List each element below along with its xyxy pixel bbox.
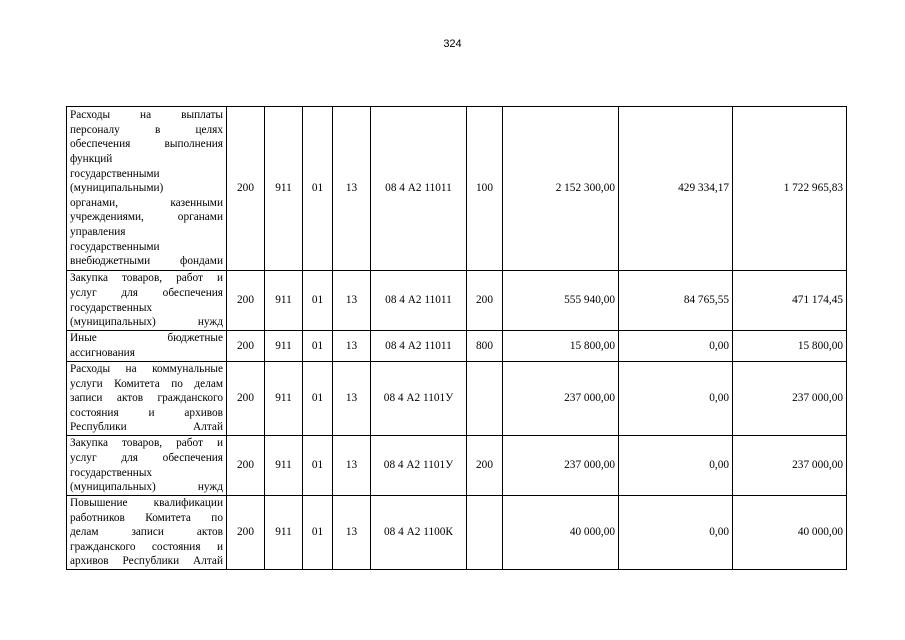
- cell-col3: 01: [303, 107, 333, 271]
- cell-col1: 200: [227, 436, 265, 496]
- cell-col3: 01: [303, 496, 333, 570]
- description-line: услуг для обеспечения: [70, 286, 223, 299]
- cell-col1: 200: [227, 496, 265, 570]
- cell-amount2: 0,00: [619, 362, 733, 436]
- description-line: государственными: [70, 167, 160, 180]
- cell-col4: 13: [333, 271, 371, 331]
- description-line: функций: [70, 153, 113, 166]
- description-line: Расходы на выплаты: [70, 109, 223, 122]
- description-line: состояния и архивов: [70, 406, 223, 419]
- cell-target: 08 4 А2 1100К: [371, 496, 467, 570]
- cell-target: 08 4 А2 11011: [371, 271, 467, 331]
- cell-expense-type: [467, 362, 503, 436]
- description-line: Закупка товаров, работ и: [70, 272, 223, 285]
- description-line: услуги Комитета по делам: [70, 377, 223, 390]
- cell-target: 08 4 А2 1101У: [371, 436, 467, 496]
- cell-amount2: 84 765,55: [619, 271, 733, 331]
- cell-amount1: 555 940,00: [503, 271, 619, 331]
- cell-col2: 911: [265, 331, 303, 362]
- description-line: государственными: [70, 240, 160, 253]
- table-row: [67, 107, 847, 271]
- description-line: государственных: [70, 466, 153, 479]
- description-line: Повышение квалификации: [70, 497, 223, 510]
- row-description: [67, 331, 227, 362]
- cell-expense-type: 200: [467, 271, 503, 331]
- description-line: (муниципальных) нужд: [70, 481, 223, 494]
- description-line: делам записи актов: [70, 526, 223, 539]
- row-description: [67, 107, 227, 271]
- page-number: 324: [443, 38, 462, 50]
- cell-expense-type: 200: [467, 436, 503, 496]
- description-line: внебюджетными фондами: [70, 255, 223, 268]
- description-line: (муниципальными): [70, 182, 164, 195]
- cell-col2: 911: [265, 271, 303, 331]
- cell-col3: 01: [303, 362, 333, 436]
- cell-amount1: 40 000,00: [503, 496, 619, 570]
- cell-amount1: 237 000,00: [503, 362, 619, 436]
- cell-target: 08 4 А2 1101У: [371, 362, 467, 436]
- cell-col4: 13: [333, 362, 371, 436]
- description-line: работников Комитета по: [70, 511, 223, 524]
- row-description: [67, 271, 227, 331]
- cell-amount3: 471 174,45: [733, 271, 847, 331]
- cell-amount1: 2 152 300,00: [503, 107, 619, 271]
- cell-col4: 13: [333, 496, 371, 570]
- cell-expense-type: 100: [467, 107, 503, 271]
- description-line: услуг для обеспечения: [70, 451, 223, 464]
- budget-table: [66, 106, 847, 570]
- cell-amount3: 40 000,00: [733, 496, 847, 570]
- description-line: персоналу в целях: [70, 123, 223, 136]
- cell-target: 08 4 А2 11011: [371, 331, 467, 362]
- description-line: Закупка товаров, работ и: [70, 437, 223, 450]
- description-line: обеспечения выполнения: [70, 138, 223, 151]
- cell-col2: 911: [265, 107, 303, 271]
- cell-col4: 13: [333, 436, 371, 496]
- description-line: (муниципальных) нужд: [70, 316, 223, 329]
- row-description: [67, 496, 227, 570]
- cell-col4: 13: [333, 331, 371, 362]
- table-row: [67, 362, 847, 436]
- table-row: [67, 436, 847, 496]
- cell-amount3: 1 722 965,83: [733, 107, 847, 271]
- row-description: [67, 362, 227, 436]
- description-line: государственных: [70, 301, 153, 314]
- row-description: [67, 436, 227, 496]
- cell-col2: 911: [265, 362, 303, 436]
- table-row: [67, 331, 847, 362]
- cell-col3: 01: [303, 331, 333, 362]
- cell-amount2: 0,00: [619, 331, 733, 362]
- table-row: [67, 496, 847, 570]
- cell-col1: 200: [227, 362, 265, 436]
- description-line: Иные бюджетные: [70, 332, 223, 345]
- cell-col2: 911: [265, 496, 303, 570]
- description-line: управления: [70, 225, 126, 238]
- cell-col1: 200: [227, 331, 265, 362]
- cell-amount2: 0,00: [619, 436, 733, 496]
- description-line: учреждениями, органами: [70, 211, 223, 224]
- cell-amount1: 15 800,00: [503, 331, 619, 362]
- table-row: [67, 271, 847, 331]
- cell-col1: 200: [227, 271, 265, 331]
- cell-amount3: 237 000,00: [733, 362, 847, 436]
- cell-amount2: 429 334,17: [619, 107, 733, 271]
- description-line: органами, казенными: [70, 196, 223, 209]
- cell-expense-type: [467, 496, 503, 570]
- cell-target: 08 4 А2 11011: [371, 107, 467, 271]
- cell-col3: 01: [303, 436, 333, 496]
- cell-expense-type: 800: [467, 331, 503, 362]
- description-line: записи актов гражданского: [70, 392, 223, 405]
- description-line: архивов Республики Алтай: [70, 555, 223, 568]
- cell-col3: 01: [303, 271, 333, 331]
- description-line: ассигнования: [70, 347, 135, 359]
- cell-col1: 200: [227, 107, 265, 271]
- cell-amount3: 237 000,00: [733, 436, 847, 496]
- cell-amount3: 15 800,00: [733, 331, 847, 362]
- cell-amount2: 0,00: [619, 496, 733, 570]
- cell-amount1: 237 000,00: [503, 436, 619, 496]
- description-line: гражданского состояния и: [70, 540, 223, 553]
- cell-col4: 13: [333, 107, 371, 271]
- description-line: Расходы на коммунальные: [70, 363, 223, 376]
- cell-col2: 911: [265, 436, 303, 496]
- description-line: Республики Алтай: [70, 421, 223, 434]
